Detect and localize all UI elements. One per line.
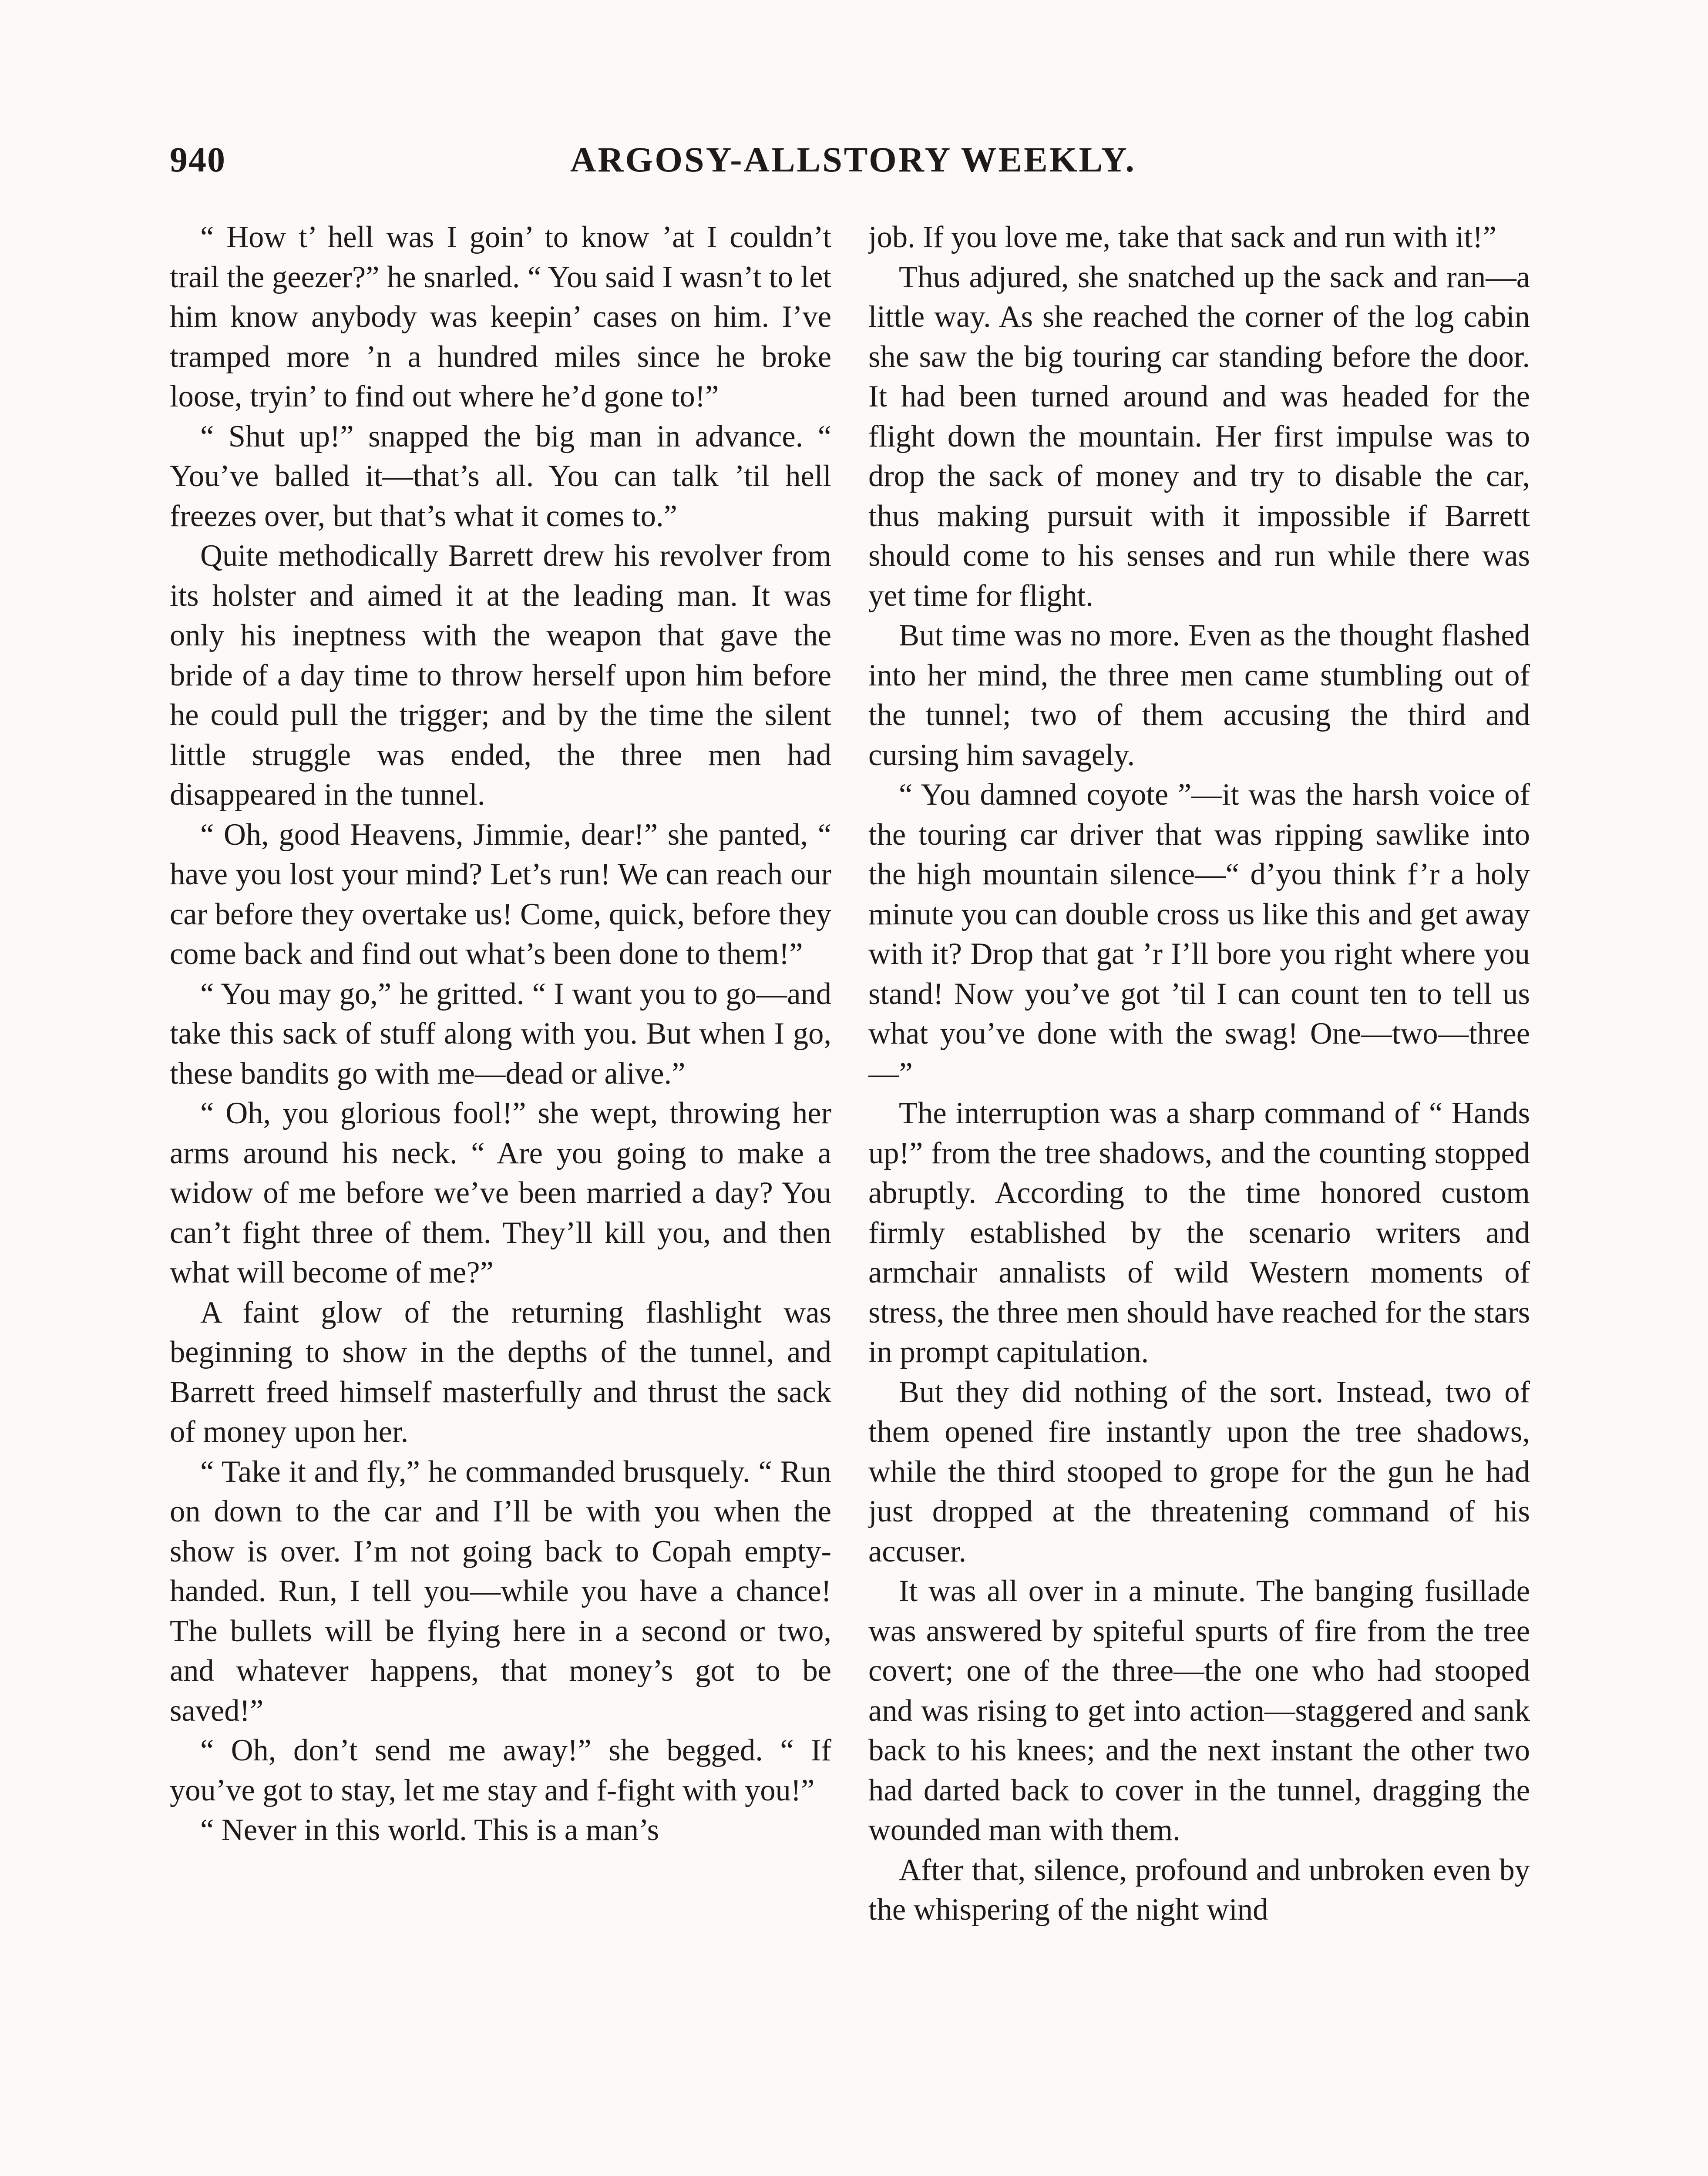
paragraph-continuation: job. If you love me, take that sack and run with it!”: [868, 220, 1496, 254]
page-header: [170, 139, 1541, 196]
paragraph: The interruption was a sharp command of “ Hands up!” from the tree shadows, and the counting stopped abruptly. According to the time honored custom firmly established by the scenario writers and armchair annalists of wild Western moments of stress, the three men should have reached for the stars in prompt capitulation.: [868, 1096, 1530, 1369]
paragraph: “ Oh, good Heavens, Jimmie, dear!” she panted, “ have you lost your mind? Let’s run! We can reach our car before they overtake us! Come, quick, before they come back and find out what’s been done to them!”: [170, 817, 831, 971]
paragraph: “ Take it and fly,” he commanded brusquely. “ Run on down to the car and I’ll be with you when the show is over. I’m not going back to Copah empty-handed. Run, I tell you—while you have a chance! The bullets will be flying here in a second or two, and whatever happens, that money’s got to be saved!”: [170, 1454, 831, 1728]
paragraph: “ You may go,” he gritted. “ I want you to go—and take this sack of stuff along with you. But when I go, these bandits go with me—dead or alive.”: [170, 977, 831, 1091]
paragraph: “ You damned coyote ”—it was the harsh voice of the touring car driver that was ripping sawlike into the high mountain silence—“ d’you think f’r a holy minute you can double cross us like this and get away with it? Drop that gat ’r I’ll bore you right where you stand! Now you’ve got ’til I can count ten to tell us what you’ve done with the swag! One—two—three—”: [868, 778, 1530, 1091]
paragraph: “ Oh, don’t send me away!” she begged. “ If you’ve got to stay, let me stay and f-fight with you!”: [170, 1733, 831, 1807]
right-text-column: [868, 218, 1530, 2176]
paragraph: “ Shut up!” snapped the big man in advance. “ You’ve balled it—that’s all. You can talk ’til hell freezes over, but that’s what it comes to.”: [170, 419, 831, 533]
paragraph: “ How t’ hell was I goin’ to know ’at I couldn’t trail the geezer?” he snarled. “ You said I wasn’t to let him know anybody was keepin’ cases on him. I’ve tramped more ’n a hundred miles since he broke loose, tryin’ to find out where he’d gone to!”: [170, 220, 831, 413]
paragraph: A faint glow of the returning flashlight was beginning to show in the depths of the tunnel, and Barrett freed himself masterfully and thrust the sack of money upon her.: [170, 1295, 831, 1449]
paragraph: “ Never in this world. This is a man’s: [200, 1813, 659, 1847]
paragraph: It was all over in a minute. The banging fusillade was answered by spiteful spurts of fire from the tree covert; one of the three—the one who had stooped and was rising to get into action—staggered and sank back to his knees; and the next instant the other two had darted back to cover in the tunnel, dragging the wounded man with them.: [868, 1574, 1530, 1847]
page-number: 940: [170, 140, 226, 179]
left-text-column: [170, 218, 831, 2176]
paragraph: But time was no more. Even as the thought flashed into her mind, the three men came stumbling out of the tunnel; two of them accusing the third and cursing him savagely.: [868, 618, 1530, 772]
paragraph: After that, silence, profound and unbroken even by the whispering of the night wind: [868, 1853, 1530, 1927]
paragraph: Quite methodically Barrett drew his revolver from its holster and aimed it at the leading man. It was only his ineptness with the weapon that gave the bride of a day time to throw herself upon him before he could pull the trigger; and by the time the silent little struggle was ended, the three men had disappeared in the tunnel.: [170, 539, 831, 812]
paragraph: “ Oh, you glorious fool!” she wept, throwing her arms around his neck. “ Are you going to make a widow of me before we’ve been married a day? You can’t fight three of them. They’ll kill you, and then what will become of me?”: [170, 1096, 831, 1289]
paragraph: But they did nothing of the sort. Instead, two of them opened fire instantly upon the tree shadows, while the third stooped to grope for the gun he had just dropped at the threatening command of his accuser.: [868, 1375, 1530, 1568]
paragraph: Thus adjured, she snatched up the sack and ran—a little way. As she reached the corner of the log cabin she saw the big touring car standing before the door. It had been turned around and was headed for the flight down the mountain. Her first impulse was to drop the sack of money and try to disable the car, thus making pursuit with it impossible if Barrett should come to his senses and run while there was yet time for flight.: [868, 260, 1530, 613]
running-title: ARGOSY-ALLSTORY WEEKLY.: [570, 140, 1136, 179]
